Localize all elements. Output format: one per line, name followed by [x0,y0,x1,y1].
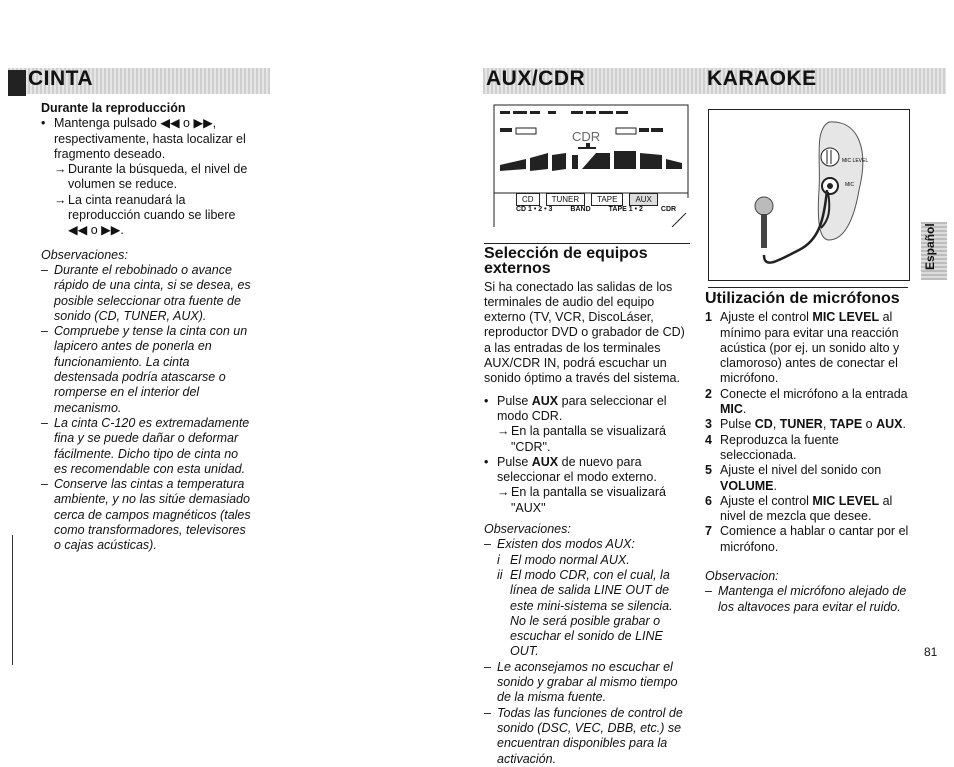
observation-title: Observacion: [705,569,779,584]
source-button-row [516,193,658,206]
section-heading-external: Selección de equipos externos [484,245,648,278]
display-readout-text: CDR [572,129,601,144]
column-cinta [41,101,251,554]
mic-jack-label: MIC [845,182,855,188]
section-title-cinta: CINTA [28,67,94,90]
microphone-icon [709,110,909,280]
button-sublabel: TAPE 1 • 2 [608,206,643,213]
list-item: – Compruebe y tense la cinta con un lapicero antes de ponerla en funcionamiento. La cinta destensada podría atascarse o romperse en el interior del mecanismo. [41,324,248,415]
list-item: – Existen dos modos AUX: [484,537,635,552]
list-item: – La cinta C-120 es extremadamente fina y se puede dañar o deformar fácilmente. Dicho tipo de cinta no es recomendable con esta unidad. [41,415,250,476]
section-rule [708,287,908,288]
list-item: – Durante el rebobinado o avance rápido de una cinta, si se desea, es posible seleccionar otra fuente de sonido (CD, TUNER, AUX). [41,262,251,323]
language-tab-label: Español [923,223,937,270]
list-item: i El modo normal AUX. [497,552,630,567]
list-item: → Durante la búsqueda, el nivel de volumen se reduce. [54,162,248,192]
numbered-step: 7 Comience a hablar o cantar por el micrófono. [705,524,909,554]
numbered-step: 6 Ajuste el control MIC LEVEL al nivel de mezcla que desee. [705,493,893,524]
list-item: ii El modo CDR, con el cual, la línea de salida LINE OUT de este mini-sistema se silencia. No le será posible grabar o escuchar el sonido de LINE OUT. [497,567,673,659]
tape-button[interactable]: TAPE [591,193,623,206]
cd-button[interactable]: CD [516,193,540,206]
header-corner-block [8,70,26,96]
section-title-karaoke: KARAOKE [707,67,817,90]
section-rule [484,243,690,244]
column-karaoke [705,291,911,615]
column-aux-cdr [484,246,690,767]
button-sublabel: CDR [660,206,677,213]
page-number: 81 [924,645,938,659]
intro-paragraph: Si ha conectado las salidas de los terminales de audio del equipo externo (TV, VCR, DiscoLáser, reproductor DVD o grabador de CD) a las entradas de los terminales AUX/CDR IN, podrá escuchar un sonido óptimo a través del sistema. [484,279,685,386]
numbered-step: 3 Pulse CD, TUNER, TAPE o AUX. [705,417,906,432]
observations-title: Observaciones: [41,247,128,262]
tuner-button[interactable]: TUNER [546,193,586,206]
list-item: – Le aconsejamos no escuchar el sonido y grabar al mismo tiempo de la misma fuente. [484,659,678,705]
numbered-step: 2 Conecte el micrófono a la entrada MIC. [705,386,908,417]
section-heading-microphones: Utilización de micrófonos [705,290,900,307]
list-item: • Pulse AUX de nuevo para seleccionar el modo externo. [484,454,657,485]
list-item: • Mantenga pulsado ◀◀ o ▶▶, respectivamente, hasta localizar el fragmento deseado. [41,116,246,161]
numbered-step: 1 Ajuste el control MIC LEVEL al mínimo para evitar una reacción acústica (por ej. un sonido alto y clamoroso) antes de conectar el micrófono. [705,310,900,386]
button-sublabel: BAND [570,206,591,213]
list-item: – Todas las funciones de control de sonido (DSC, VEC, DBB, etc.) se encuentran disponibles para la activación. [484,705,683,766]
source-button-sublabels [516,206,676,213]
button-sublabel: CD 1 • 2 • 3 [516,206,553,213]
list-item: → En la pantalla se visualizará "AUX" [497,485,666,515]
margin-line [12,535,13,665]
language-tab [921,222,947,280]
list-item: → La cinta reanudará la reproducción cuando se libere ◀◀ o ▶▶. [54,192,236,238]
mic-level-label: MIC LEVEL [842,158,869,164]
aux-button[interactable]: AUX [629,193,657,206]
observations-title: Observaciones: [484,522,571,537]
numbered-step: 5 Ajuste el nivel del sonido con VOLUME. [705,463,882,493]
list-item: – Conserve las cintas a temperatura ambiente, y no las sitúe demasiado cerca de campos magnéticos (tales como transformadores, televisores o cajas acústicas). [41,477,251,553]
list-item: • Pulse AUX para seleccionar el modo CDR. [484,393,667,423]
list-item: → En la pantalla se visualizará "CDR". [497,424,666,454]
list-item: – Mantenga el micrófono alejado de los altavoces para evitar el ruido. [705,584,907,614]
microphone-illustration [708,109,910,281]
numbered-steps [705,310,911,555]
subheading-playback: Durante la reproducción [41,101,186,115]
numbered-step: 4 Reproduzca la fuente seleccionada. [705,432,839,462]
section-title-aux-cdr: AUX/CDR [486,67,586,90]
